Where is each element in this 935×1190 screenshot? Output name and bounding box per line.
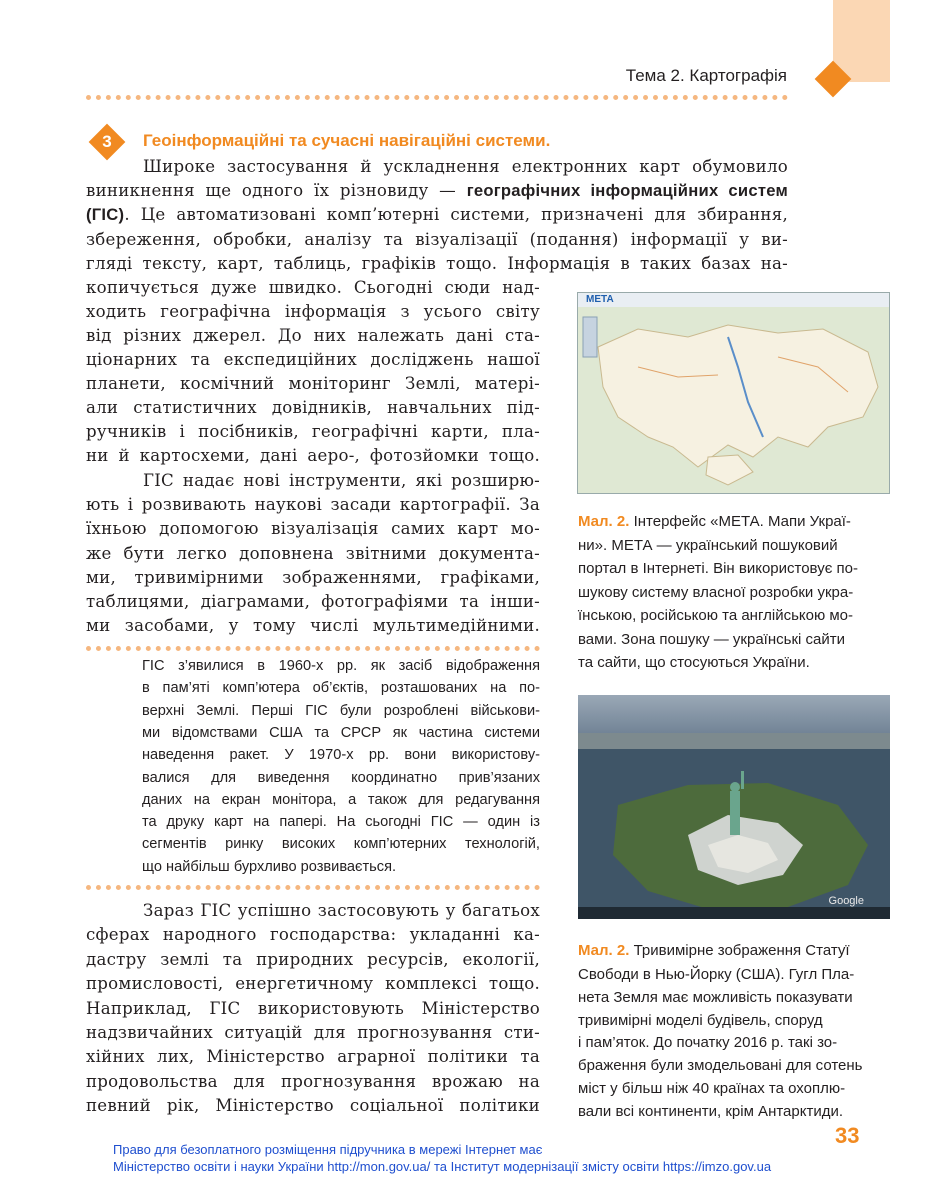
- intro-text: . Це автоматизовані комп’ютерні системи, призначені для збирання,: [124, 205, 788, 224]
- paragraph-applications-line: хійних лих, Міністерство аграрної політики та: [86, 1047, 540, 1067]
- paragraph-sources-line: али статистичних довідників, навчальних під-: [86, 398, 540, 417]
- paragraph-applications-line: Наприклад, ГІС використовують Міністерство: [86, 998, 540, 1018]
- paragraph-applications-line: надзвичайних ситуацій для прогнозування сти-: [86, 1023, 540, 1042]
- figure1-caption-line: та сайти, що стосуються України.: [578, 654, 810, 671]
- figure2-caption-line: і пам’яток. До початку 2016 р. такі зо-: [578, 1034, 838, 1052]
- paragraph-applications-line: Зараз ГІС успішно застосовують у багатьох: [143, 901, 540, 920]
- history-note-line: валися для виведення координатно прив’язаних: [142, 769, 540, 786]
- history-note-line: ми відомствами США та СРСР як частина системи: [142, 724, 540, 741]
- paragraph-sources-line: ціонарних та експедиційних досліджень нашої: [86, 350, 540, 369]
- figure1-caption-line: портал в Інтернеті. Він використовує по-: [578, 560, 858, 578]
- paragraph-tools-line: таблицями, діаграмами, фотографіями та інши-: [86, 592, 540, 611]
- note-top-rule: [86, 646, 540, 651]
- history-note-line: даних на екран монітора, а також для редагування: [142, 791, 540, 808]
- intro-line-5: гляді тексту, карт, таблиць, графіків тощо. Інформація в таких базах на-: [86, 254, 788, 273]
- intro-line-1: Широке застосування й ускладнення електронних карт обумовило: [143, 157, 788, 176]
- intro-line-4: збереження, обробки, аналізу та візуалізації (подання) інформації у ви-: [86, 230, 788, 249]
- figure2-caption-line: браження були змодельовані для сотень: [578, 1057, 863, 1075]
- caption-text: Тривимірне зображення Статуї: [629, 942, 850, 959]
- paragraph-applications-line: сферах народного господарства: укладанні ка-: [86, 925, 540, 945]
- history-note-line: верхні Землі. Перші ГІС були розроблені військови-: [142, 702, 540, 719]
- ukraine-map-icon: [578, 307, 889, 493]
- paragraph-tools-line: ми, тривимірними зображеннями, графіками,: [86, 567, 540, 587]
- footer-line-1: Право для безоплатного розміщення підручника в мережі Інтернет має: [113, 1142, 543, 1157]
- figure1-caption-line-1: [578, 513, 851, 530]
- header-dotted-rule: [86, 95, 788, 100]
- figure2-caption-line: нета Земля має можливість показувати: [578, 988, 853, 1006]
- intro-text: виникнення ще одного їх різновиду —: [86, 181, 457, 200]
- paragraph-applications-line: промисловості, енергетичному комплексі тощо.: [86, 974, 540, 994]
- paragraph-tools-line: ють і розвивають наукові засади картографії. За: [86, 495, 540, 515]
- paragraph-tools-line: же бути легко доповнена звітними документа-: [86, 543, 540, 563]
- figure1-caption-line: шукову систему власної розробки укра-: [578, 583, 854, 601]
- figure2-caption-line: Свободи в Нью-Йорку (США). Гугл Пла-: [578, 966, 855, 983]
- history-note-line: та друку карт на папері. На сьогодні ГІС — один із: [142, 814, 540, 831]
- history-note-line: в пам’яті комп’ютера об’єктів, розташованих на по-: [142, 680, 540, 697]
- figure2-caption-line: міст у більш ніж 40 країнах та охоплю-: [578, 1080, 846, 1097]
- paragraph-applications-line: певний рік, Міністерство соціальної політики: [86, 1096, 540, 1116]
- figure1-caption-line: ни». МЕТА — український пошуковий: [578, 537, 838, 554]
- history-note-line: ГІС з’явилися в 1960-х рр. як засіб відображення: [142, 658, 540, 674]
- caption-text: Інтерфейс «МЕТА. Мапи Украї-: [629, 513, 851, 530]
- history-note-line: що найбільш бурхливо розвивається.: [142, 858, 397, 875]
- intro-line-2: [86, 181, 788, 201]
- term-gis-abbr: (ГІС): [86, 205, 125, 224]
- paragraph-tools-line: ГІС надає нові інструменти, які розширю-: [143, 471, 540, 490]
- liberty-island-icon: [578, 695, 890, 919]
- intro-line-3: [86, 205, 788, 225]
- paragraph-sources-line: ни й картосхеми, дані аеро-, фотозйомки тощо.: [86, 446, 540, 465]
- meta-logo: МЕТА: [586, 294, 614, 305]
- figure2-caption-line: тривимірні моделі будівель, споруд: [578, 1011, 823, 1029]
- section-number: 3: [102, 132, 112, 151]
- figure1-caption-line: вами. Зона пошуку — українські сайти: [578, 630, 845, 648]
- note-bottom-rule: [86, 885, 540, 890]
- figure1-label: Мал. 2.: [578, 513, 630, 530]
- figure2-caption-line-1: [578, 942, 850, 959]
- running-header: Тема 2. Картографія: [625, 66, 787, 85]
- meta-map-screenshot: [577, 292, 890, 494]
- paragraph-applications-line: продовольства для прогнозування врожаю на: [86, 1071, 540, 1091]
- google-watermark: Google: [828, 895, 864, 907]
- footer-line-2: Міністерство освіти і науки України http://mon.gov.ua/ та Інститут модернізації змісту освіти https://imzo.gov.ua: [113, 1159, 772, 1174]
- history-note-line: сегментів ринку високих комп’ютерних технологій,: [142, 836, 540, 853]
- figure2-caption-line: вали всі континенти, крім Антарктиди.: [578, 1102, 844, 1120]
- paragraph-tools-line: ми засобами, у тому числі мультимедійними.: [86, 616, 540, 636]
- history-note-line: наведення ракет. У 1970-х рр. вони використову-: [142, 747, 540, 764]
- browser-toolbar: [578, 293, 889, 308]
- figure2-label: Мал. 2.: [578, 942, 630, 959]
- paragraph-sources-line: планети, космічний моніторинг Землі, матері-: [86, 374, 540, 393]
- statue-of-liberty-3d-image: [578, 695, 890, 919]
- paragraph-sources-line: від різних джерел. До них належать дані ста-: [86, 326, 540, 345]
- paragraph-tools-line: їхньою допомогою візуалізація самих карт мо-: [86, 519, 540, 539]
- paragraph-applications-line: дастру землі та природних ресурсів, екології,: [86, 949, 540, 969]
- paragraph-sources-line: ходить географічна інформація з усього світу: [86, 302, 540, 321]
- section-title: Геоінформаційні та сучасні навігаційні системи.: [143, 131, 551, 150]
- term-gis: географічних інформаційних систем: [466, 181, 788, 200]
- page-number: 33: [835, 1123, 860, 1148]
- paragraph-sources-line: ручників і посібників, географічні карти, пла-: [86, 422, 540, 441]
- paragraph-sources-line: копичується дуже швидко. Сьогодні сюди над-: [86, 278, 540, 297]
- figure1-caption-line: їнською, російською та англійською мо-: [578, 607, 854, 625]
